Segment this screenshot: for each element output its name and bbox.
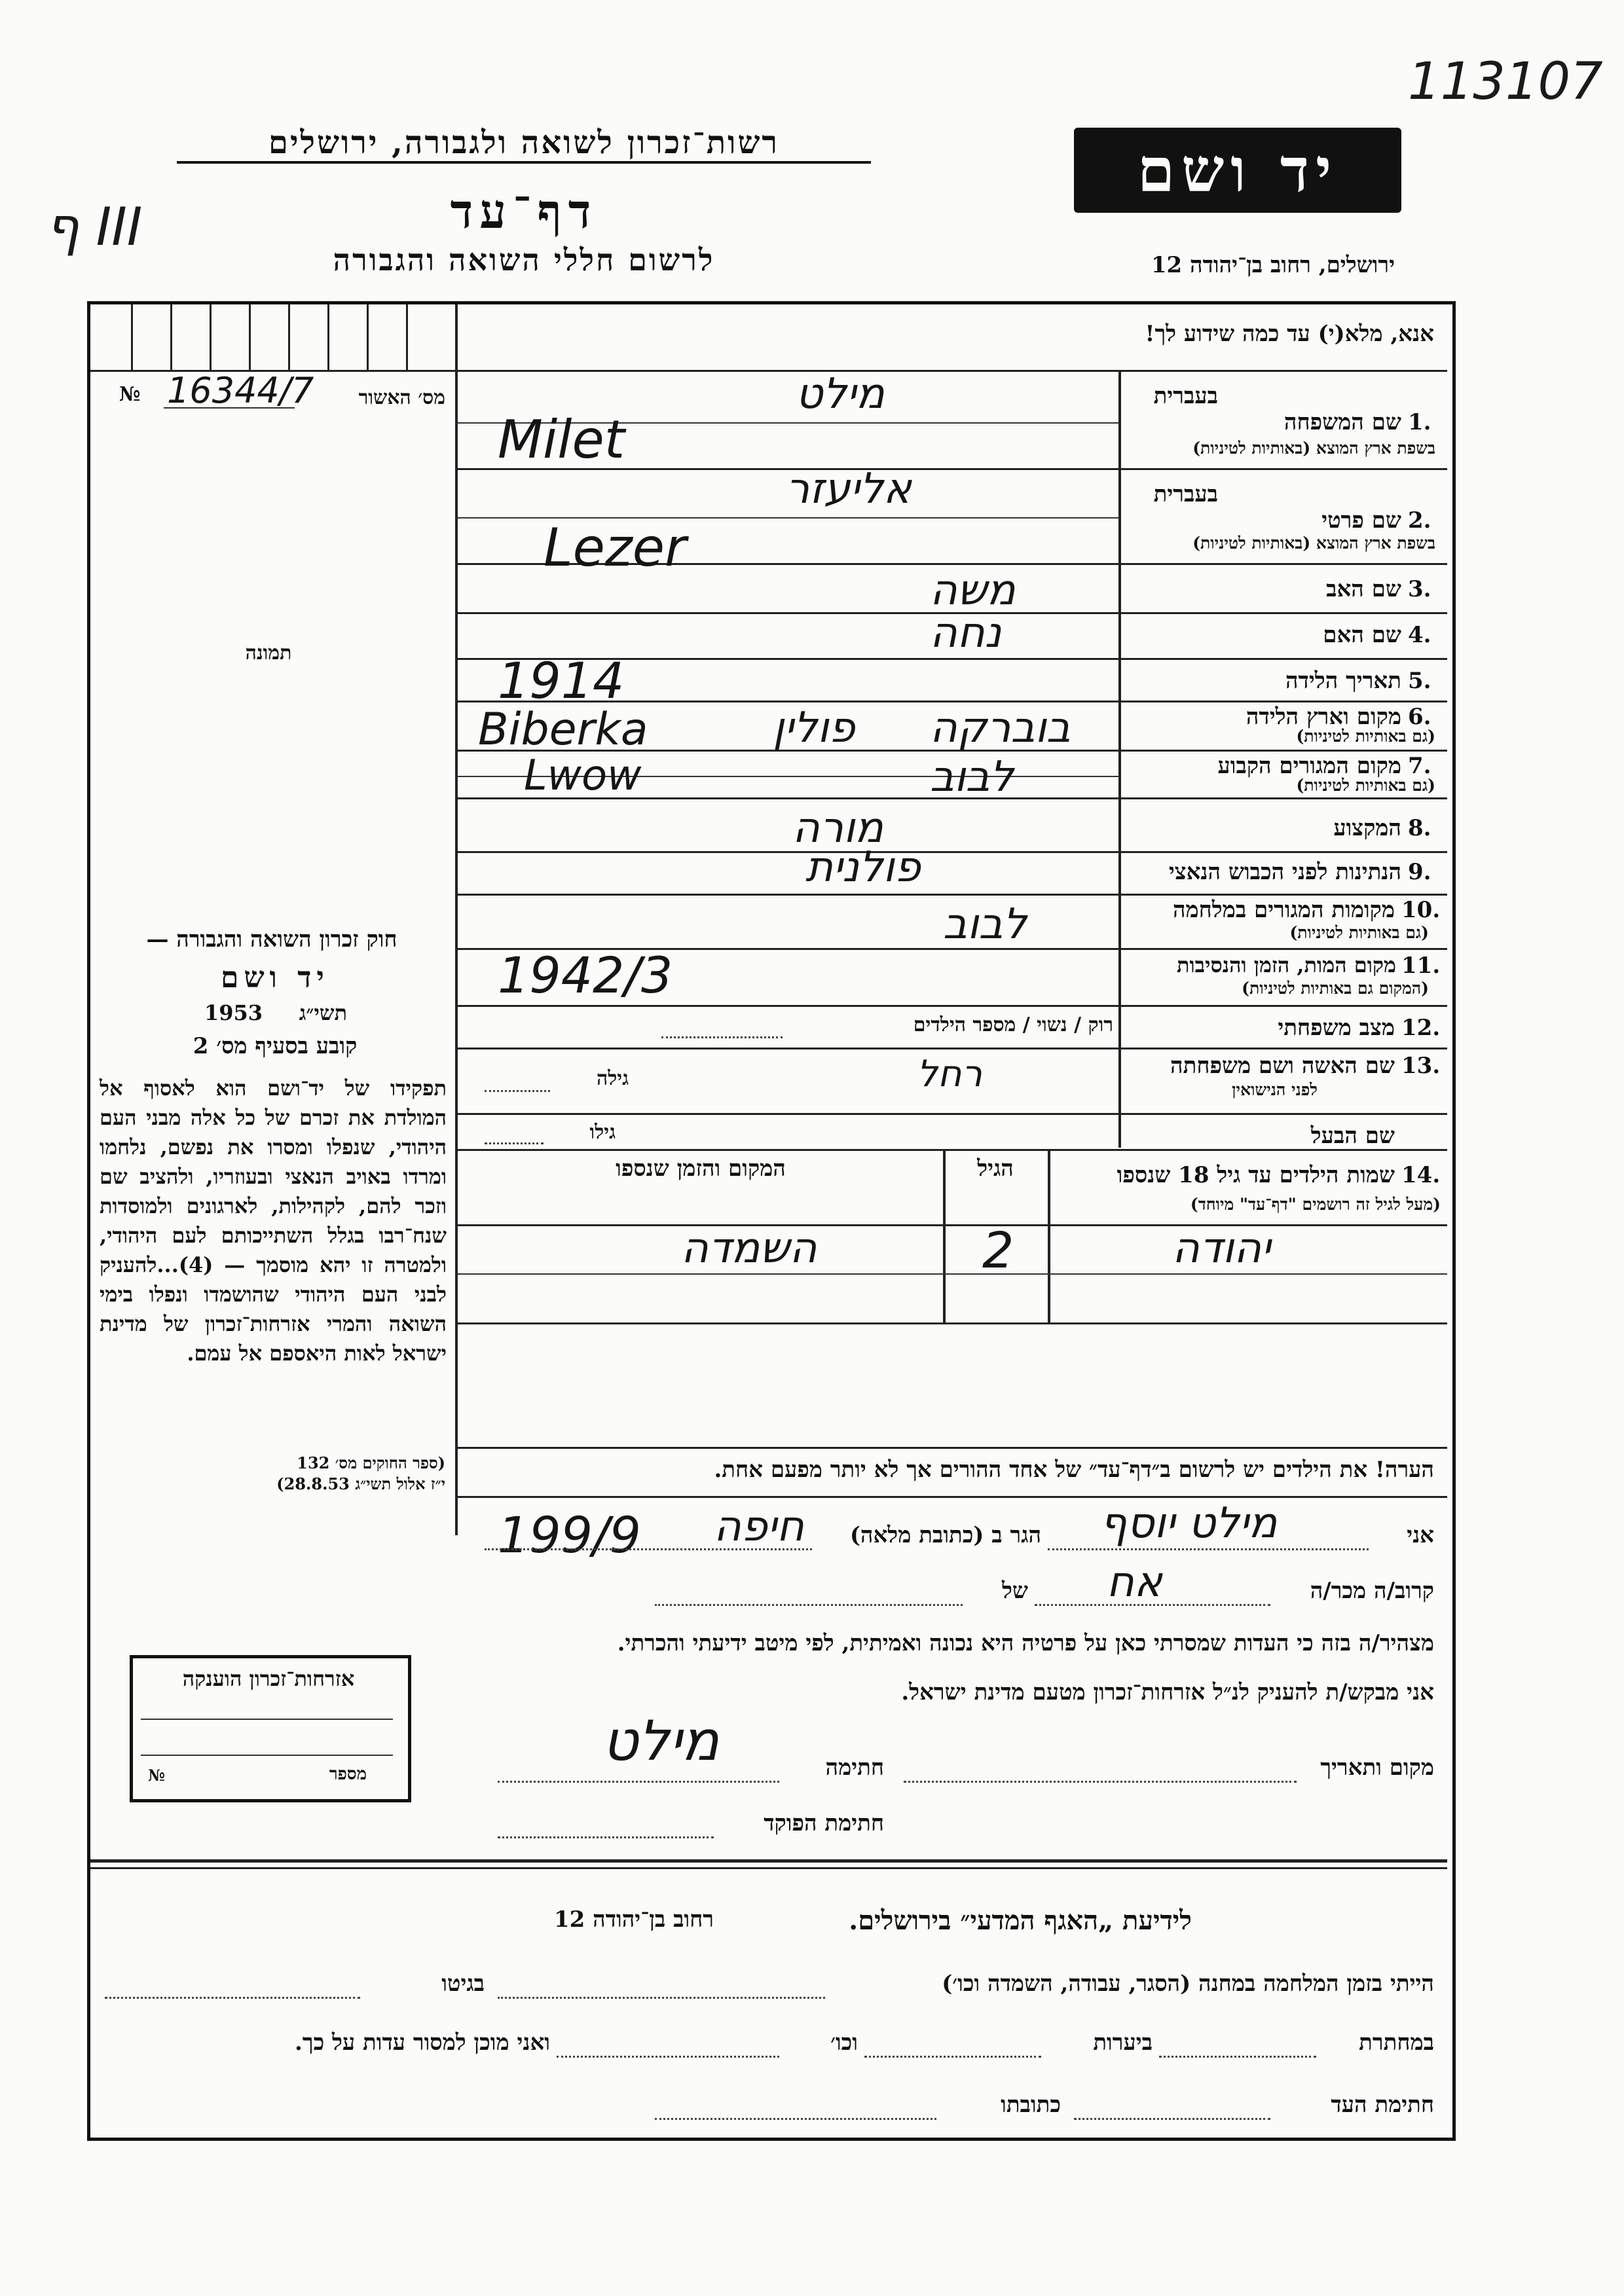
field-4-label: שם האם [1323, 622, 1401, 648]
field-3-label: שם האב [1326, 576, 1401, 602]
field-11-sub: (המקום גם באותיות לטיניות) [1242, 979, 1429, 998]
field-11-number: 11. [1401, 953, 1441, 979]
law-body: תפקידו של יד־ושם הוא לאסוף אל המולדת את זכרם של כל אלה מבני העם היהודי, שנפלו ומסרו את נפשם, נלחמו ומרדו באויב הנאצי ובעוזריו, ולהציב שם וזכר להם, לקהילות, לארגונים ולמוסדות שנח־רבו בגלל השתייכותם לעם היהודי, ולמטרה זו יהא מוסמך — (4)...להעניק לבני העם היהודי שהושמדו ונפלו בימי השואה והמרי אזרחות־זכרון של מדינת ישראל לאות היאספם אל עמם. [100, 1076, 447, 1366]
hiding-label: במחתרת [1359, 2030, 1434, 2056]
forests-label: ביערות [1093, 2030, 1153, 2056]
field-7-value-lat: Lwow [524, 752, 642, 800]
children-col-age: הגיל [977, 1156, 1014, 1182]
field-1-number: 1. [1408, 409, 1431, 435]
declaration-text: מצהיר/ה בזה כי העדות שמסרתי כאן על פרטיה היא נכונה ואמיתית, לפי מיטב ידיעתי והכרתי. [617, 1630, 1434, 1656]
law-source: (ספר החוקים מס׳ 132 [297, 1453, 445, 1472]
law-title: חוק זכרון השואה והגבורה — [146, 926, 397, 953]
form-title: דף־עד [450, 183, 598, 239]
relation-value: אח [1107, 1558, 1162, 1607]
declarant-i-label: אני [1407, 1522, 1434, 1548]
field-6-sub: (גם באותיות לטיניות) [1296, 727, 1435, 746]
field-13-sub: לפני הנישואין [1232, 1080, 1318, 1099]
officer-label: חתימת הפוקד [764, 1810, 884, 1836]
field-7-value-heb: לבוב [930, 753, 1014, 801]
field-2-heb-tag: בעברית [1153, 481, 1218, 507]
children-title: שמות הילדים עד גיל 18 שנספו [1116, 1162, 1395, 1188]
witness-address-label: כתובתו [1001, 2092, 1061, 2118]
field-9-number: 9. [1408, 859, 1431, 885]
children-subtitle: (מעל לגיל זה רושמים "דף־עד" מיוחד) [1190, 1195, 1441, 1214]
place-date-label: מקום ותאריך [1320, 1755, 1434, 1781]
field-10-value: לבוב [943, 900, 1027, 949]
field-13-number: 13. [1401, 1053, 1441, 1079]
field-8-number: 8. [1408, 815, 1431, 841]
field-12-options: רוק / נשוי / מספר הילדים [913, 1013, 1113, 1036]
children-number: 14. [1401, 1162, 1441, 1188]
field-7-sub: (גם באותיות לטיניות) [1296, 776, 1435, 795]
field-9-label: הנתינות לפני הכבוש הנאצי [1168, 859, 1401, 885]
yad-vashem-logo [1074, 128, 1401, 213]
field-1-value-heb: מילט [796, 370, 885, 418]
law-source-date: י״ז אלול תשי״ג 28.8.53) [276, 1474, 445, 1493]
declarant-date: 199/9 [498, 1506, 642, 1564]
declarant-name: מילט יוסף [1100, 1499, 1278, 1548]
field-1-sub: בשפת ארץ המוצא (באותיות לטיניות) [1192, 439, 1435, 458]
field-13-age-label: גילה [596, 1067, 629, 1090]
intro-text: אנא, מלא(י) עד כמה שידוע לך! [1145, 321, 1434, 347]
child-1-age: 2 [982, 1221, 1014, 1279]
form-subtitle: לרשום חללי השואה והגבורה [333, 242, 715, 278]
field-7-label: מקום המגורים הקבוע [1217, 753, 1401, 779]
field-2-value-heb: אליעזר [786, 465, 912, 513]
field-5-number: 5. [1408, 668, 1431, 694]
ghetto-label: בגיטו [441, 1971, 485, 1997]
field-3-value: משה [930, 566, 1016, 615]
honor-title: אזרחות־זכרון הוענקה [182, 1666, 355, 1691]
field-5-value: 1914 [498, 651, 625, 710]
husband-age-label: גילו [589, 1121, 616, 1144]
field-8-value: מורה [792, 804, 883, 852]
approval-number-label: מס׳ האשור [358, 386, 445, 409]
field-4-number: 4. [1408, 622, 1431, 648]
field-6-label: מקום וארץ הלידה [1246, 704, 1401, 730]
field-13-label: שם האשה ושם משפחתה [1170, 1053, 1395, 1079]
field-10-label: מקומות המגורים במלחמה [1172, 897, 1395, 923]
request-text: אני מבקש/ת להעניק לנ״ל אזרחות־זכרון מטעם מדינת ישראל. [901, 1679, 1434, 1705]
of-label: של [1002, 1578, 1028, 1604]
field-7-number: 7. [1408, 753, 1431, 779]
field-1-value-lat: Milet [498, 409, 625, 470]
bottom-address: רחוב בן־יהודה 12 [553, 1906, 714, 1933]
field-13-value: רחל [917, 1053, 983, 1095]
child-1-name: יהודה [1172, 1224, 1271, 1273]
archive-number: 113107 [1408, 52, 1603, 111]
declarant-address: חיפה [714, 1503, 804, 1551]
law-year-hebrew: תשי״ג [299, 1000, 347, 1025]
honor-number-prefix: № [148, 1766, 166, 1785]
field-10-number: 10. [1401, 897, 1441, 923]
law-logo: יד ושם [221, 961, 329, 994]
logo-text: יד ושם [1137, 135, 1338, 206]
left-column-divider [455, 304, 458, 1535]
bottom-heading: לידיעת „האגף המדעי״ בירושלים. [849, 1905, 1192, 1936]
witness-signature-label: חתימת העד [1331, 2092, 1434, 2118]
field-2-value-lat: Lezer [544, 517, 686, 578]
ready-text: ואני מוכן למסור עדות על כך. [295, 2030, 550, 2056]
field-11-value: 1942/3 [498, 946, 673, 1004]
etc-label: וכו׳ [830, 2030, 858, 2056]
declarant-resides-label: הגר ב (כתובת מלאה) [849, 1522, 1041, 1548]
field-3-number: 3. [1408, 576, 1431, 602]
field-11-label: מקום המות, הזמן והנסיבות [1176, 953, 1396, 977]
photo-label: תמונה [245, 642, 292, 665]
field-1-heb-tag: בעברית [1153, 383, 1218, 409]
field-12-number: 12. [1401, 1015, 1441, 1041]
field-6-value-heb2: פולין [773, 704, 855, 752]
field-2-label: שם פרטי [1321, 507, 1401, 534]
field-10-sub: (גם באותיות לטיניות) [1289, 923, 1429, 942]
law-year: 1953 [204, 1000, 263, 1025]
approval-number-prefix: № [119, 383, 141, 406]
field-2-number: 2. [1408, 507, 1431, 534]
corner-mark: ף III [46, 196, 143, 257]
law-clause: קובע בסעיף מס׳ 2 [193, 1033, 358, 1059]
field-6-value-heb: בוברקה [930, 704, 1071, 752]
child-1-place: השמדה [681, 1224, 817, 1273]
field-8-label: המקצוע [1333, 815, 1401, 841]
children-col-place: המקום והזמן שנספו [616, 1156, 786, 1182]
relation-label: קרוב/ה מכר/ה [1310, 1578, 1434, 1604]
field-9-value: פולנית [805, 843, 921, 892]
camp-line: הייתי בזמן המלחמה במחנה (הסגר, עבודה, השמדה וכו׳) [942, 1971, 1434, 1997]
signature-value: מילט [602, 1709, 720, 1773]
honor-number-label: מספר [329, 1764, 367, 1784]
field-2-sub: בשפת ארץ המוצא (באותיות לטיניות) [1192, 534, 1435, 553]
field-5-label: תאריך הלידה [1285, 668, 1401, 694]
husband-label: שם הבעל [1310, 1123, 1395, 1149]
authority-name: רשות־זכרון לשואה ולגבורה, ירושלים [177, 124, 871, 164]
header-address: ירושלים, רחוב בן־יהודה 12 [1151, 252, 1395, 278]
field-1-label: שם המשפחה [1283, 409, 1401, 435]
approval-number-value: 16344/7 [167, 370, 314, 411]
signature-label: חתימה [825, 1755, 884, 1781]
field-6-value-lat: Biberka [478, 704, 648, 756]
label-column-divider [1118, 372, 1121, 1148]
field-4-value: נחה [930, 609, 1002, 657]
note-text: הערה! את הילדים יש לרשום ב״דף־עד״ של אחד ההורים אך לא יותר מפעם אחת. [714, 1457, 1434, 1483]
field-12-label: מצב משפחתי [1278, 1015, 1395, 1041]
field-6-number: 6. [1408, 704, 1431, 730]
